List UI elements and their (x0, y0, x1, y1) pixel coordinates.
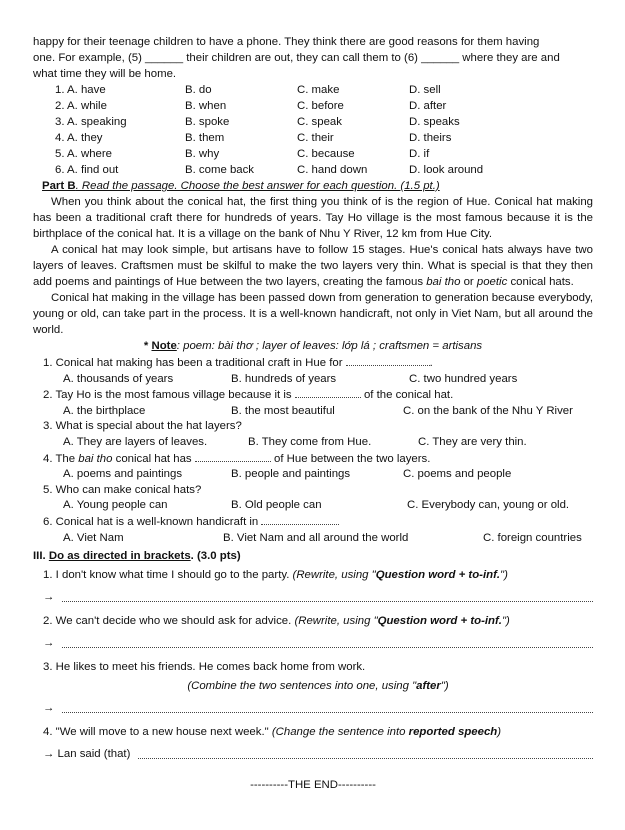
passage-paragraph-2-end: conical hats. (510, 276, 574, 288)
option-c[interactable]: C. They are very thin. (418, 435, 527, 448)
option-c[interactable]: C. make (297, 84, 340, 96)
part-b-label: Part B (42, 180, 76, 192)
option-d[interactable]: D. after (409, 100, 447, 112)
option-a[interactable]: A. Viet Nam (63, 531, 124, 544)
option-c[interactable]: C. their (297, 132, 334, 144)
option-b[interactable]: B. Viet Nam and all around the world (223, 531, 409, 544)
rewrite-item-2: 2. We can't decide who we should ask for advice. (Rewrite, using "Question word + to-inf.") (43, 615, 510, 628)
section-3-points: . (3.0 pts) (190, 550, 241, 563)
part-b-heading (33, 178, 593, 194)
answer-input[interactable] (62, 702, 593, 713)
option-a[interactable]: 2. A. while (55, 100, 107, 112)
option-a[interactable]: A. They are layers of leaves. (63, 435, 208, 448)
the-end: ----------THE END---------- (250, 779, 376, 792)
option-b[interactable]: B. the most beautiful (231, 404, 335, 417)
answer-line-3 (33, 700, 593, 716)
option-a[interactable]: A. thousands of years (63, 372, 174, 385)
answer-blank[interactable] (346, 355, 430, 366)
vocabulary-note (33, 338, 593, 355)
option-row (33, 114, 593, 130)
combine-item-3: 3. He likes to meet his friends. He comes back home from work. (43, 661, 366, 674)
rewrite-item-1: 1. I don't know what time I should go to the party. (Rewrite, using "Question word + to-inf.") (43, 569, 508, 582)
option-b[interactable]: B. Old people can (231, 499, 322, 512)
option-b[interactable]: B. They come from Hue. (248, 435, 372, 448)
option-a[interactable]: 6. A. find out (55, 164, 119, 176)
question-5: 5. Who can make conical hats? (43, 483, 202, 496)
arrow-icon: → (43, 702, 55, 715)
question-4-options (43, 467, 593, 483)
option-c[interactable]: C. Everybody can, young or old. (407, 499, 570, 512)
option-c[interactable]: C. speak (297, 116, 342, 128)
option-c[interactable]: C. foreign countries (483, 531, 582, 544)
option-a[interactable]: A. Young people can (63, 499, 168, 512)
note-label: Note (151, 340, 177, 352)
option-d[interactable]: D. theirs (409, 132, 452, 144)
answer-blank[interactable] (295, 387, 361, 398)
option-b[interactable]: B. when (185, 100, 227, 112)
option-b[interactable]: B. people and paintings (231, 468, 351, 481)
note-text: : poem: bài thơ ; layer of leaves: lớp lá ; craftsmen = artisans (176, 340, 483, 352)
combine-item-3-hint: (Combine the two sentences into one, using "after") (187, 680, 449, 693)
answer-blank[interactable] (261, 514, 339, 525)
answer-input[interactable] (138, 748, 593, 759)
question-2-options (43, 404, 593, 420)
option-c[interactable]: C. because (297, 148, 355, 160)
section-3-number: III. (33, 550, 46, 563)
question-3: 3. What is special about the hat layers? (43, 420, 242, 433)
arrow-icon: → (43, 591, 55, 604)
option-d[interactable]: D. if (409, 148, 430, 160)
part-b-instruction: . Read the passage. Choose the best answer for each question. (1.5 pt.) (75, 180, 440, 192)
passage-or: or (460, 276, 477, 288)
answer-input[interactable] (62, 637, 593, 648)
option-c[interactable]: C. poems and people (403, 468, 512, 481)
note-star: * (143, 340, 152, 352)
options-list (33, 82, 593, 178)
option-row (33, 146, 593, 162)
option-c[interactable]: C. hand down (297, 164, 368, 176)
passage-italic-poetic: poetic (476, 276, 508, 288)
intro-line-1: happy for their teenage children to have a phone. They think there are good reasons for them having (33, 36, 540, 48)
question-5-options (43, 498, 593, 514)
option-row (33, 82, 593, 98)
section-3-heading (33, 548, 593, 564)
answer-line-1 (33, 589, 593, 605)
option-b[interactable]: B. spoke (185, 116, 230, 128)
question-4: 4. The bai tho conical hat has of Hue between the two layers. (43, 452, 431, 465)
option-a[interactable]: 1. A. have (55, 84, 106, 96)
option-b[interactable]: B. hundreds of years (231, 372, 337, 385)
option-row (33, 98, 593, 114)
option-c[interactable]: C. before (297, 100, 344, 112)
question-3-options (43, 435, 593, 451)
question-list (33, 355, 593, 546)
option-b[interactable]: B. do (185, 84, 212, 96)
option-row (33, 162, 593, 178)
question-2: 2. Tay Ho is the most famous village because it is of the conical hat. (43, 389, 454, 402)
option-d[interactable]: D. sell (409, 84, 441, 96)
intro-line-3: what time they will be home. (33, 68, 177, 80)
answer-blank[interactable] (195, 451, 271, 462)
option-a[interactable]: 5. A. where (55, 148, 112, 160)
option-c[interactable]: C. on the bank of the Nhu Y River (403, 404, 573, 417)
lan-said-prompt: → Lan said (that) (43, 748, 131, 761)
answer-input[interactable] (62, 591, 593, 602)
option-a[interactable]: A. the birthplace (63, 404, 146, 417)
passage-italic-bai-tho: bai tho (426, 276, 461, 288)
option-c[interactable]: C. two hundred years (409, 372, 518, 385)
option-row (33, 130, 593, 146)
worksheet-page (33, 34, 593, 793)
passage-paragraph-3: Conical hat making in the village has been passed down from generation to generation because everybody, young or old, can take part in the process. It is a well-known handicraft, not only in Viet Nam, but all around the world. (33, 292, 593, 336)
passage-paragraph-2-text: A conical hat may look simple, but artisans have to follow 15 stages. Hue's conical hats always have two layers of leaves. Craftsmen must be skilful to make the two layers very thin. What is special is that they then add poems and paintings of Hue between the two layers, creating the famous (33, 244, 593, 288)
section-3-title: Do as directed in brackets (48, 550, 191, 563)
option-b[interactable]: B. them (185, 132, 225, 144)
answer-line-2 (33, 635, 593, 651)
question-6-options (43, 531, 593, 547)
question-1: 1. Conical hat making has been a traditional craft in Hue for . (43, 357, 433, 369)
option-a[interactable]: A. poems and paintings (63, 468, 183, 481)
arrow-icon: → (43, 637, 55, 650)
option-a[interactable]: 4. A. they (55, 132, 103, 144)
passage-paragraph-2 (33, 242, 593, 290)
option-a[interactable]: 3. A. speaking (55, 116, 127, 128)
option-d[interactable]: D. look around (409, 164, 484, 176)
option-b[interactable]: B. why (185, 148, 220, 160)
passage-paragraph-1: When you think about the conical hat, the first thing you think of is the region of Hue. Conical hat making has been a traditional craft there for hundreds of years. Tay Ho village is the most famous because it is the birthplace of the conical hat. It is a village on the bank of Nhu Y River, 12 km from Hue City. (33, 196, 593, 240)
option-b[interactable]: B. come back (185, 164, 255, 176)
question-6: 6. Conical hat is a well-known handicraft in (43, 514, 593, 531)
reported-speech-item-4: 4. "We will move to a new house next week." (Change the sentence into reported speech) (43, 726, 502, 739)
question-1-options (43, 372, 593, 388)
option-d[interactable]: D. speaks (409, 116, 460, 128)
answer-line-4 (33, 746, 593, 762)
section-3-items (33, 567, 593, 762)
intro-line-2: one. For example, (5) ______ their children are out, they can call them to (6) ______ where they are and (33, 52, 560, 64)
